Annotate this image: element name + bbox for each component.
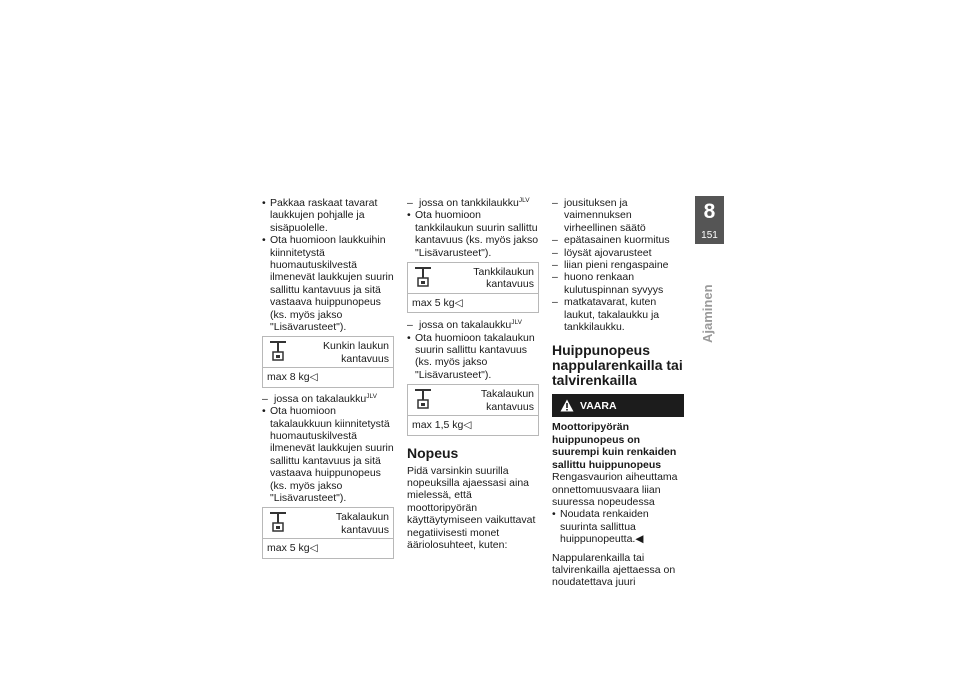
spec-box-rear-bag-capacity	[407, 384, 539, 435]
dash-item: – epätasainen kuormitus	[552, 234, 684, 246]
dash-item: – huono renkaan kulutuspinnan syvyys	[552, 271, 684, 296]
dash-item: – matkatavarat, kuten laukut, takalaukku ja tankkilaukku.	[552, 296, 684, 333]
spec-value: max 5 kg◁	[408, 293, 538, 312]
spec-label: Takalaukun kantavuus	[335, 511, 389, 536]
bullet-rear-bag-capacity: • Ota huomioon takalaukun suurin sallittu kantavuus (ks. myös jakso "Lisävarusteet").	[407, 332, 539, 382]
dash-rear-bag: – jossa on takalaukku$^{JLV}$	[407, 319, 539, 331]
spec-label: Takalaukun kantavuus	[480, 388, 534, 413]
spec-box-tankbag-capacity	[407, 262, 539, 313]
bullet-topcase-plate: • Ota huomioon takalaukkuun kiinnitetystä huomautuskilvestä ilmenevät laukkujen suurin sallittu kantavuus ja sitä vastaava huippunopeus (ks. myös jakso "Lisävarusteet").	[262, 405, 394, 504]
weight-icon	[414, 388, 432, 410]
column-1	[262, 197, 394, 564]
warning-icon	[560, 399, 574, 412]
warning-bold-text: Moottoripyörän huippunopeus on suurempi kuin renkaiden sallittu huippunopeus	[552, 421, 677, 471]
warning-label: VAARA	[580, 399, 617, 412]
bullet-tankbag-capacity: • Ota huomioon tankkilaukun suurin sallittu kantavuus (ks. myös jakso "Lisävarusteet").	[407, 209, 539, 259]
dash-item: – liian pieni rengaspaine	[552, 259, 684, 271]
spec-box-case-capacity	[262, 336, 394, 387]
chapter-number: 8	[703, 200, 716, 223]
bullet-tyre-speed: • Noudata renkaiden suurinta sallittua huippunopeutta.◀	[552, 508, 684, 545]
spec-value: max 5 kg◁	[263, 538, 393, 557]
spec-value: max 1,5 kg◁	[408, 415, 538, 434]
section-heading-speed: Nopeus	[407, 444, 459, 461]
tyre-paragraph: Nappularenkailla tai talvirenkailla ajettaessa on noudatettava juuri	[552, 551, 676, 589]
weight-icon	[269, 340, 287, 362]
spec-label: Kunkin laukun kantavuus	[323, 340, 389, 365]
spec-value: max 8 kg◁	[263, 367, 393, 386]
chapter-tab	[695, 196, 724, 244]
column-2	[407, 197, 539, 551]
page-number: 151	[701, 230, 718, 241]
bullet-cases-plate: • Ota huomioon laukkuihin kiinnitetystä huomautuskilvestä ilmenevät laukkujen suurin sallittu kantavuus ja sitä vastaava huippunopeus (ks. myös jakso "Lisävarusteet").	[262, 234, 394, 333]
section-label: Ajaminen	[700, 284, 715, 343]
dash-item: – löysät ajovarusteet	[552, 247, 684, 259]
dash-tankbag: – jossa on tankkilaukku$^{JLV}$	[407, 197, 539, 209]
spec-box-topcase-capacity	[262, 507, 394, 558]
dash-topcase: – jossa on takalaukku$^{JLV}$	[262, 393, 394, 405]
weight-icon	[269, 511, 287, 533]
warning-text: Rengasvaurion aiheuttama onnettomuusvaara liian suuressa nopeudessa	[552, 471, 678, 508]
section-heading-top-speed-tyres: Huippunopeus nappularenkailla tai talvirenkailla	[552, 342, 683, 389]
column-3	[552, 197, 684, 589]
bullet-heavy-items: • Pakkaa raskaat tavarat laukkujen pohjalle ja sisäpuolelle.	[262, 197, 394, 234]
dash-item: – jousituksen ja vaimennuksen virheellinen säätö	[552, 197, 684, 234]
speed-paragraph: Pidä varsinkin suurilla nopeuksilla ajaessasi aina mielessä, että moottoripyörän käyttäytymiseen vaikuttavat negatiivisesti monet ääriolosuhteet, kuten:	[407, 464, 536, 551]
warning-bar	[552, 394, 684, 417]
spec-label: Tankkilaukun kantavuus	[473, 266, 534, 291]
weight-icon	[414, 266, 432, 288]
